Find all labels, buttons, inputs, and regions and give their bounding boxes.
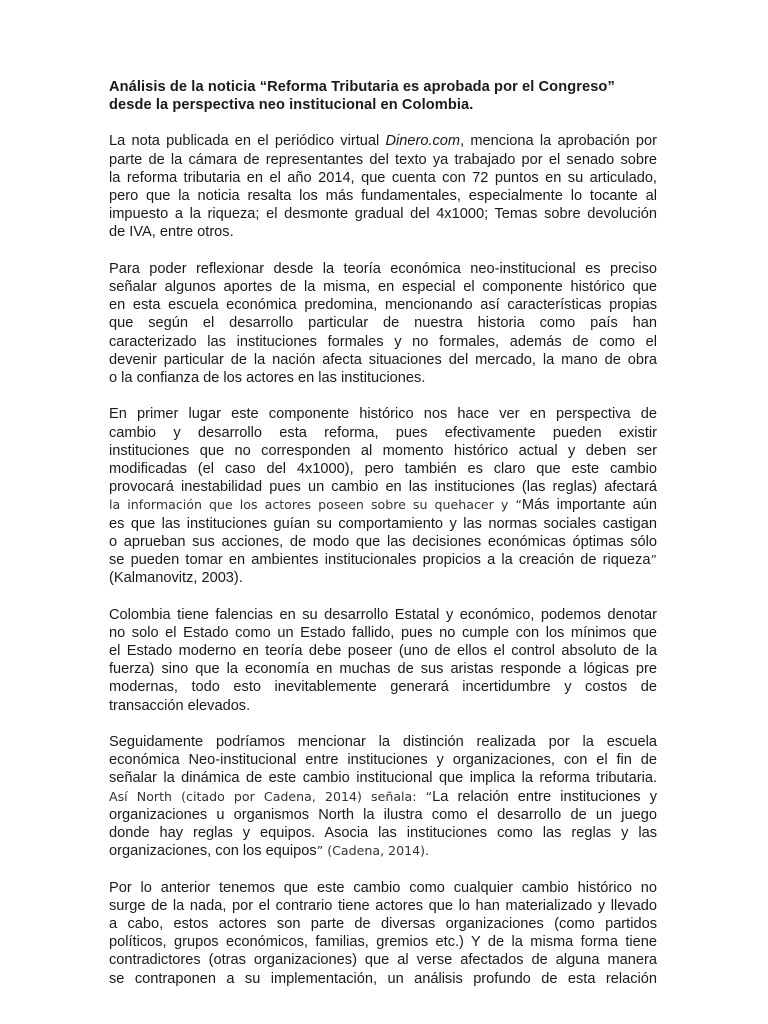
text-line: el Estado moderno en teoría debe poseer (uno de ellos el control absoluto de la xyxy=(109,643,657,660)
text-line: señalar algunos aportes de la misma, en especial el componente histórico que xyxy=(109,279,657,296)
text-line: fuerza) sino que la economía en muchas de sus aristas responde a lógicas pre xyxy=(109,661,657,678)
text-line: pero que la noticia resalta los más fundamentales, especialmente lo tocante al xyxy=(109,188,657,205)
text-line: Seguidamente podríamos mencionar la distinción realizada por la escuela xyxy=(109,734,657,751)
quote-span: se pueden tomar en ambientes institucionales propicios a la creación de riqueza xyxy=(109,552,651,569)
text-line: o aprueban sus acciones, de modo que las decisiones económicas óptimas sólo xyxy=(109,533,657,550)
quote-span: Más importante aún xyxy=(521,497,657,514)
text-line xyxy=(109,132,657,150)
source-reference: Dinero.com xyxy=(385,133,461,150)
text-line: Por lo anterior tenemos que este cambio como cualquier cambio histórico no xyxy=(109,879,657,896)
text-line: de IVA, entre otros. xyxy=(109,224,234,241)
quote-span: organizaciones, con los equipos xyxy=(109,843,317,860)
citation: ” (Cadena, 2014). xyxy=(316,843,430,859)
text-line: se contraponen a su implementación, un análisis profundo de esta relación xyxy=(109,970,657,987)
text-line xyxy=(109,842,657,860)
text-span: , menciona la aprobación por xyxy=(460,133,658,150)
text-line: parte de la cámara de representantes del texto ya trabajado por el senado sobre xyxy=(109,151,657,168)
text-line: es que las instituciones guían su comportamiento y las normas sociales castigan xyxy=(109,515,657,532)
text-line: devenir particular de la nación afecta situaciones del mercado, la mano de obra xyxy=(109,351,657,368)
title-line: Análisis de la noticia “Reforma Tributaria es aprobada por el Congreso” xyxy=(109,79,615,95)
text-line: en esta escuela económica predomina, mencionando así características propias xyxy=(109,297,657,314)
text-line: En primer lugar este componente histórico nos hace ver en perspectiva de xyxy=(109,406,657,423)
text-span: ” xyxy=(650,552,657,568)
text-line: contradictores (otras organizaciones) que al verse afectados de alguna manera xyxy=(109,952,657,969)
text-line: a cabo, estos actores son parte de diversas organizaciones (como partidos xyxy=(109,916,657,933)
text-line: instituciones que no corresponden al momento histórico actual y deben ser xyxy=(109,442,657,459)
text-span: la información que los actores poseen sobre su quehacer y “ xyxy=(109,497,522,513)
text-line xyxy=(109,551,657,569)
text-line: surge de la nada, por el contrario tiene actores que lo han materializado y llevado xyxy=(109,897,657,914)
text-line: impuesto a la riqueza; el desmonte gradual del 4x1000; Temas sobre devolución xyxy=(109,206,657,223)
paragraph-2 xyxy=(109,260,657,387)
text-line: transacción elevados. xyxy=(109,697,251,714)
text-line: caracterizado las instituciones formales y no formales, además de como el xyxy=(109,333,657,350)
text-line: provocará inestabilidad pues un cambio en las instituciones (las reglas) afectará xyxy=(109,479,657,496)
text-line: la reforma tributaria en el año 2014, que cuenta con 72 puntos en su articulado, xyxy=(109,169,657,186)
text-line: modernas, todo esto inevitablemente generará incertidumbre y costos de xyxy=(109,679,657,696)
text-line: políticos, grupos económicos, familias, gremios etc.) Y de la misma forma tiene xyxy=(109,934,657,951)
text-line: Para poder reflexionar desde la teoría económica neo-institucional es preciso xyxy=(109,260,657,277)
title-line: desde la perspectiva neo institucional en Colombia. xyxy=(109,97,474,114)
text-line: Colombia tiene falencias en su desarrollo Estatal y económico, podemos denotar xyxy=(109,606,657,623)
text-line: modificadas (el caso del 4x1000), pero también es claro que este cambio xyxy=(109,461,657,478)
paragraph-5 xyxy=(109,733,657,860)
text-line: organizaciones u organismos North la ilustra como el desarrollo de un juego xyxy=(109,806,657,823)
citation: (Kalmanovitz, 2003). xyxy=(109,570,243,587)
text-line: no solo el Estado como un Estado fallido, pues no cumple con los mínimos que xyxy=(109,624,657,641)
paragraph-1 xyxy=(109,132,657,241)
paragraph-3 xyxy=(109,405,657,587)
text-line xyxy=(109,496,657,514)
text-line: donde hay reglas y equipos. Asocia las instituciones como las reglas y las xyxy=(109,825,657,842)
text-line: económica Neo-institucional entre instituciones y organizaciones, con el fin de xyxy=(109,752,657,769)
document-title xyxy=(109,78,657,114)
text-line: señalar la dinámica de este cambio institucional que implica la reforma tributaria. xyxy=(109,770,657,787)
text-line: cambio y desarrollo esta reforma, pues efectivamente pueden existir xyxy=(109,424,657,441)
text-line: o la confianza de los actores en las instituciones. xyxy=(109,370,426,387)
document-page xyxy=(109,78,657,1006)
quote-span: La relación entre instituciones y xyxy=(432,788,657,805)
text-span: Así North (citado por Cadena, 2014) señala: “ xyxy=(109,788,433,804)
text-line: que según el desarrollo particular de nuestra historia como país han xyxy=(109,315,657,332)
text-line xyxy=(109,788,657,806)
text-span: La nota publicada en el periódico virtual xyxy=(109,133,386,150)
paragraph-6 xyxy=(109,879,657,988)
paragraph-4 xyxy=(109,606,657,715)
